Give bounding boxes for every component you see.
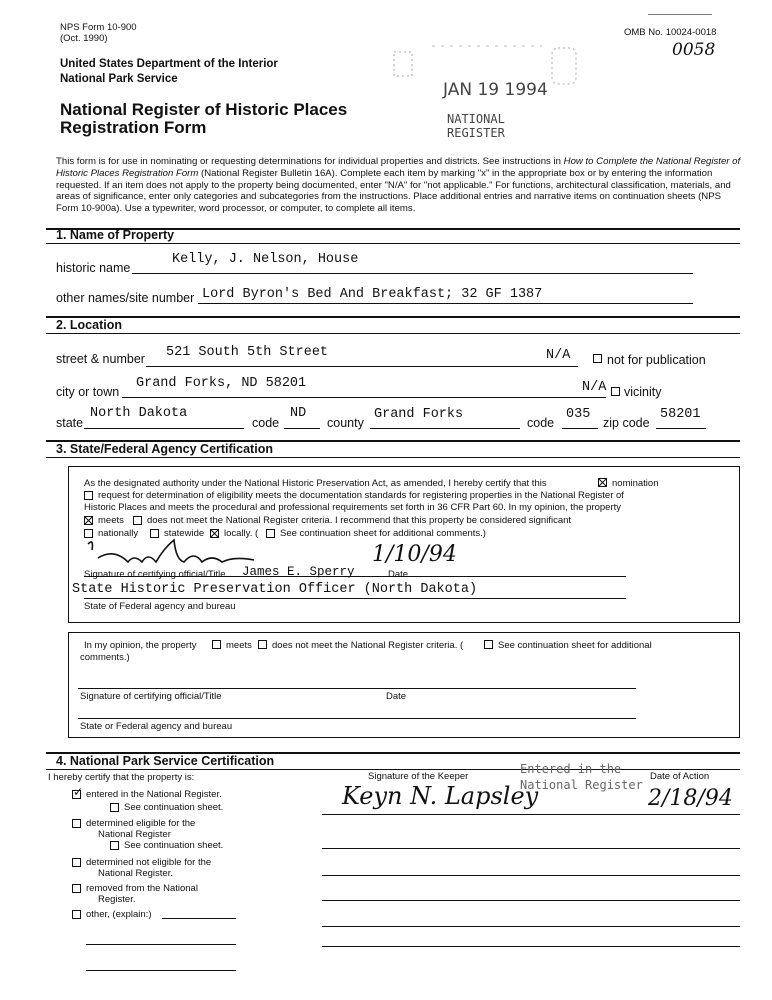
street-value[interactable]: 521 South 5th Street: [166, 345, 329, 360]
historic-name-value[interactable]: Kelly, J. Nelson, House: [172, 252, 359, 267]
department-name: United States Department of the Interior: [60, 58, 278, 70]
opinion-meets-label: meets: [226, 640, 252, 651]
section4-underline: [46, 769, 740, 770]
removed-label2: Register.: [98, 894, 136, 905]
meets-criteria-checkbox[interactable]: [84, 516, 93, 525]
entered-stamp-line2: National Register: [520, 778, 643, 792]
not-eligible-label1: determined not eligible for the: [86, 857, 212, 868]
agency-value: State Historic Preservation Officer (North Dakota): [72, 582, 478, 597]
sig2-line: [78, 688, 636, 689]
not-eligible-checkbox[interactable]: [72, 858, 81, 867]
county-value[interactable]: Grand Forks: [374, 407, 464, 422]
entered-continuation-checkbox[interactable]: [110, 803, 119, 812]
continuation-sheet-label: See continuation sheet for additional comments.): [280, 528, 486, 539]
state-label: state: [56, 416, 84, 430]
keeper-line6: [322, 946, 740, 947]
opinion-not-meets-label: does not meet the National Register criteria. (: [272, 640, 464, 651]
header-scratch-line: [648, 14, 712, 15]
street-na: N/A: [546, 348, 571, 363]
determination-request-checkbox[interactable]: [84, 491, 93, 500]
entered-stamp-line1: Entered in the: [520, 762, 622, 776]
other-label: other, (explain:): [86, 909, 152, 920]
agency-label: State of Federal agency and bureau: [84, 601, 236, 612]
other-names-value[interactable]: Lord Byron's Bed And Breakfast; 32 GF 1387: [202, 287, 543, 302]
form-title-line2: Registration Form: [60, 118, 207, 137]
agency2-label: State or Federal agency and bureau: [80, 721, 233, 732]
county-code-value[interactable]: 035: [566, 407, 591, 422]
opinion-text: In my opinion, the property: [84, 640, 197, 651]
keeper-line3: [322, 875, 740, 876]
section4-heading: 4. National Park Service Certification: [56, 754, 275, 768]
city-value[interactable]: Grand Forks, ND 58201: [136, 376, 307, 391]
form-date: (Oct. 1990): [60, 33, 108, 44]
cert-paragraph-line1: As the designated authority under the National Historic Preservation Act, as amended, I hereby certify that this: [84, 478, 547, 489]
city-label: city or town: [56, 385, 120, 399]
other-names-line: [198, 303, 693, 304]
zip-line: [656, 428, 706, 429]
keeper-signature: Keyn N. Lapsley: [342, 782, 539, 810]
section3-heading: 3. State/Federal Agency Certification: [56, 442, 273, 456]
received-stamp-date: JAN 19 1994: [443, 80, 548, 100]
eligible-continuation-label: See continuation sheet.: [124, 840, 224, 851]
removed-checkbox[interactable]: [72, 884, 81, 893]
other-names-label: other names/site number: [56, 291, 195, 305]
county-label: county: [327, 416, 364, 430]
section2-heading: 2. Location: [56, 318, 122, 332]
meets-criteria-label: meets: [98, 515, 124, 526]
city-na: N/A: [582, 380, 607, 395]
not-for-publication-checkbox[interactable]: [593, 354, 602, 363]
state-code-value[interactable]: ND: [290, 406, 307, 421]
section1-underline: [46, 243, 740, 244]
county-line: [370, 428, 520, 429]
historic-name-line: [132, 273, 693, 274]
other-checkbox[interactable]: [72, 910, 81, 919]
opinion-comments: comments.): [80, 652, 130, 663]
other-explain-line2: [86, 970, 236, 971]
street-label: street & number: [56, 352, 145, 366]
keeper-label: Signature of the Keeper: [368, 771, 469, 782]
section2-top-rule: [46, 316, 740, 318]
eligible-continuation-checkbox[interactable]: [110, 841, 119, 850]
section1-heading: 1. Name of Property: [56, 228, 175, 242]
keeper-line1: [322, 814, 740, 815]
other-explain-line1: [86, 944, 236, 945]
not-eligible-label2: National Register.: [98, 868, 173, 879]
vicinity-label: vicinity: [624, 385, 662, 399]
signature-date: 1/10/94: [372, 542, 457, 567]
date-label: Date: [388, 569, 409, 580]
statewide-label: statewide: [164, 528, 205, 539]
instructions-text: This form is for use in nominating or requesting determinations for individual properties and districts. See instructions in How to Complete the National Register of Historic Places Registration Form (National Register Bulletin 16A). Complete each item by marking "x" in the appropriate box or by entering the information requested. If an item does not apply to the property being documented, enter "N/A" for "not applicable." For functions, architectural classification, materials, and areas of significance, enter only categories and subcategories from the instructions. Place additional entries and narrative items on continuation sheets (NPS Form 10-900a). Use a typewriter, word processor, or computer, to complete all items.: [56, 156, 741, 215]
agency2-line: [78, 718, 636, 719]
keeper-line2: [322, 848, 740, 849]
agency-line: [84, 598, 626, 599]
state-value[interactable]: North Dakota: [90, 406, 188, 421]
nomination-label: nomination: [612, 478, 659, 489]
state-code-line: [284, 428, 320, 429]
locally-label: locally. (: [224, 528, 259, 539]
section3-underline: [46, 457, 740, 458]
other-line: [162, 918, 236, 919]
zip-value[interactable]: 58201: [660, 407, 701, 422]
form-number: NPS Form 10-900: [60, 22, 137, 33]
opinion-meets-checkbox[interactable]: [212, 640, 221, 649]
opinion-continuation-label: See continuation sheet for additional: [498, 640, 652, 651]
does-not-meet-checkbox[interactable]: [133, 516, 142, 525]
entered-label: entered in the National Register.: [86, 789, 222, 800]
eligible-label2: National Register: [98, 829, 171, 840]
date2-label: Date: [386, 691, 407, 702]
section2-underline: [46, 333, 740, 334]
nationally-label: nationally: [98, 528, 139, 539]
official-name: James E. Sperry: [242, 565, 355, 579]
sig2-label: Signature of certifying official/Title: [80, 691, 222, 702]
state-line: [84, 428, 244, 429]
removed-label1: removed from the National: [86, 883, 198, 894]
nomination-checkbox[interactable]: [598, 478, 607, 487]
state-code-label: code: [252, 416, 280, 430]
received-stamp-line2: REGISTER: [447, 126, 505, 140]
eligible-label1: determined eligible for the: [86, 818, 196, 829]
zip-label: zip code: [603, 416, 650, 430]
handwritten-number: 0058: [672, 40, 716, 60]
keeper-line4: [322, 900, 740, 901]
historic-name-label: historic name: [56, 261, 131, 275]
date-of-action-label: Date of Action: [650, 771, 710, 782]
certify-text: I hereby certify that the property is:: [48, 772, 195, 783]
date-of-action-value: 2/18/94: [648, 786, 733, 811]
opinion-not-meets-checkbox[interactable]: [258, 640, 267, 649]
entered-continuation-label: See continuation sheet.: [124, 802, 224, 813]
county-code-label: code: [527, 416, 555, 430]
opinion-continuation-checkbox[interactable]: [484, 640, 493, 649]
not-for-publication-label: not for publication: [607, 353, 706, 367]
received-stamp-line1: NATIONAL: [447, 112, 505, 126]
keeper-line5: [322, 926, 740, 927]
street-line: [146, 366, 578, 367]
cert-paragraph-line2: request for determination of eligibility meets the documentation standards for registering properties in the National Register of: [98, 490, 624, 501]
does-not-meet-label: does not meet the National Register criteria. I recommend that this property be considered significant: [147, 515, 572, 526]
signature-label: Signature of certifying official/Title: [84, 569, 226, 580]
eligible-checkbox[interactable]: [72, 819, 81, 828]
county-code-line: [562, 428, 598, 429]
service-name: National Park Service: [60, 73, 178, 85]
vicinity-checkbox[interactable]: [611, 387, 620, 396]
entered-checkbox[interactable]: [72, 790, 81, 799]
form-title-line1: National Register of Historic Places: [60, 100, 348, 119]
city-line: [122, 397, 606, 398]
omb-number: OMB No. 10024-0018: [624, 27, 717, 38]
cert-paragraph-line3: Historic Places and meets the procedural and professional requirements set forth in 36 CFR Part 60. In my opinion, the property: [84, 502, 622, 513]
